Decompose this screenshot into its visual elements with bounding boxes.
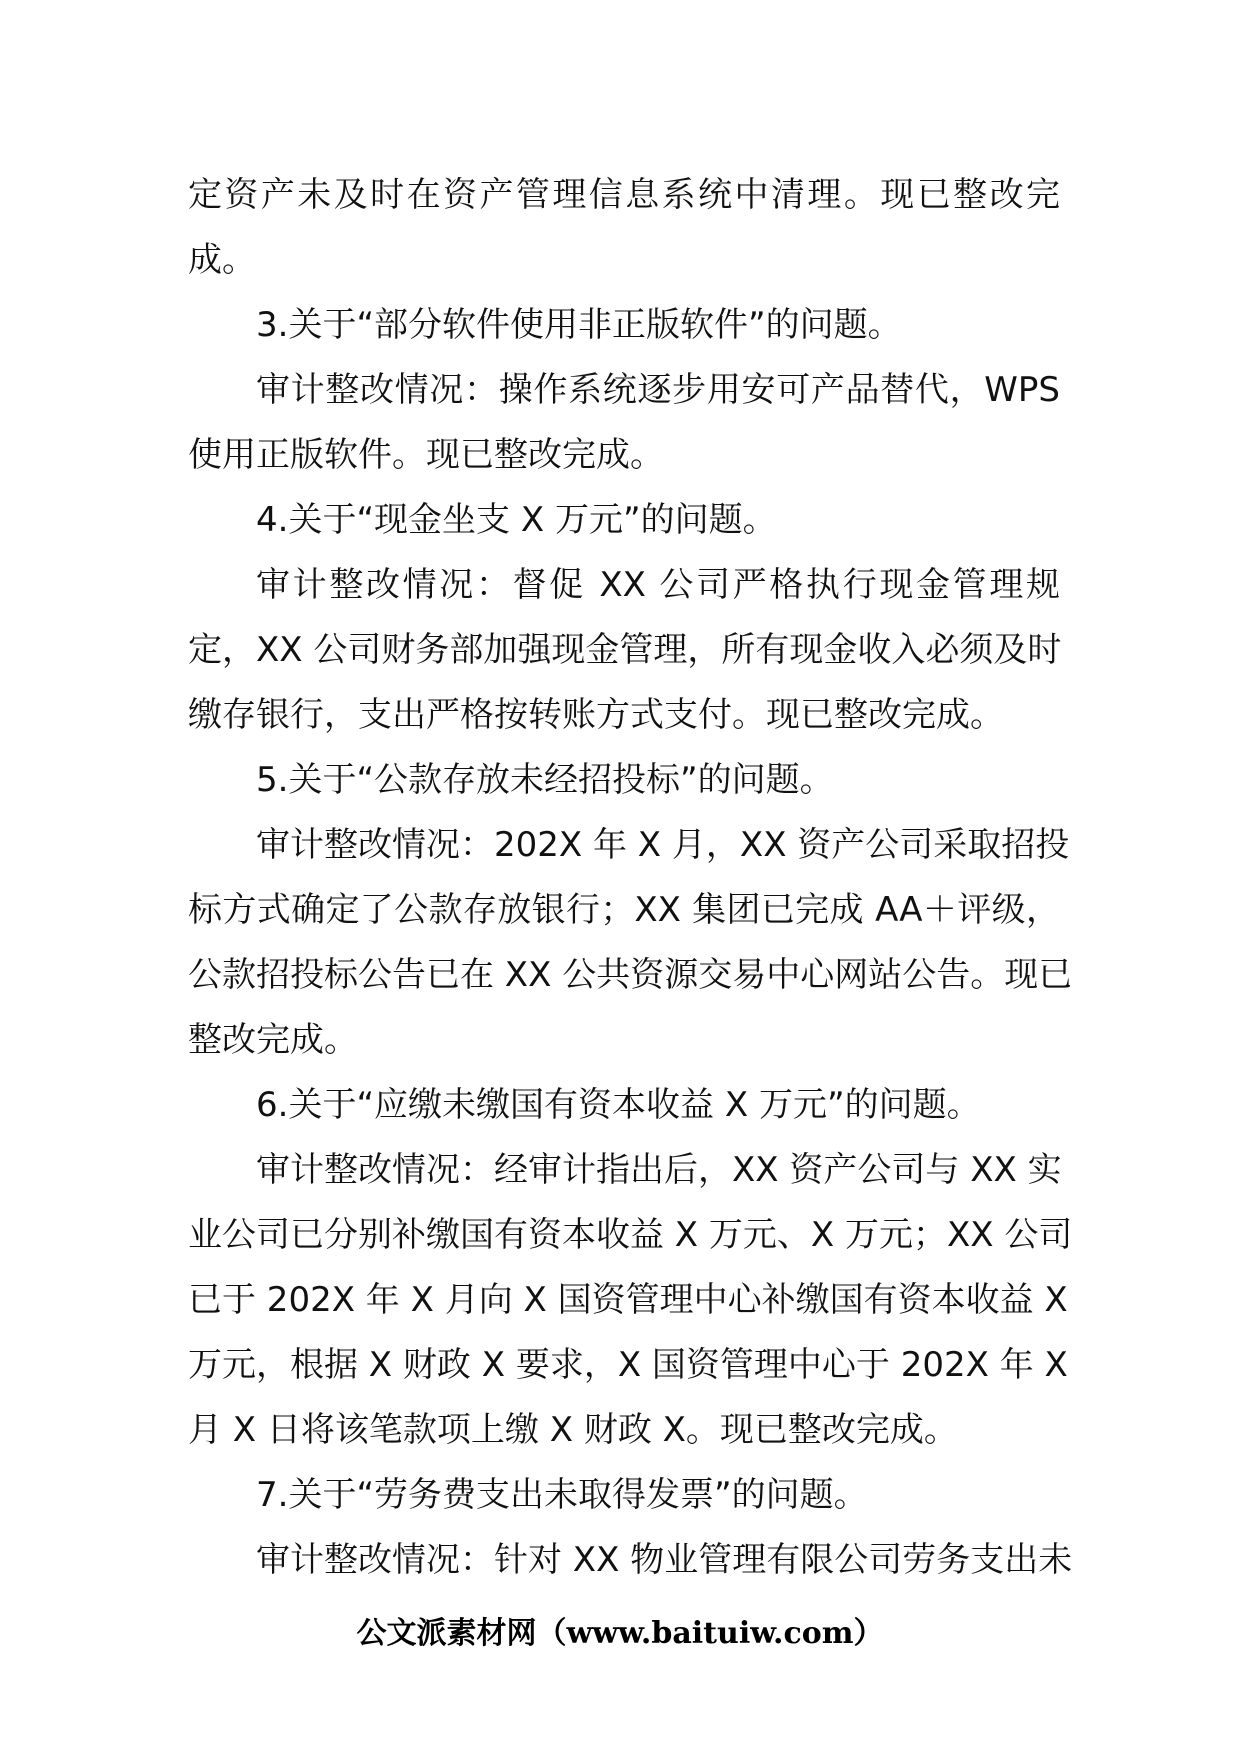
text-line: 公款招投标公告已在 XX 公共资源交易中心网站公告。现已 — [188, 955, 1073, 995]
text-line: 7.关于“劳务费支出未取得发票”的问题。 — [256, 1475, 868, 1515]
text-line: 审计整改情况：操作系统逐步用安可产品替代，WPS — [256, 370, 1060, 410]
text-line: 标方式确定了公款存放银行；XX 集团已完成 AA＋评级， — [188, 890, 1060, 930]
footer-watermark: 公文派素材网（www.baituiw.com） — [356, 1616, 884, 1651]
text-line: 使用正版软件。现已整改完成。 — [188, 435, 664, 475]
text-line: 审计整改情况：经审计指出后，XX 资产公司与 XX 实 — [256, 1150, 1062, 1190]
document-body — [188, 163, 1073, 1593]
text-line: 4.关于“现金坐支 X 万元”的问题。 — [256, 500, 777, 540]
text-line: 审计整改情况：针对 XX 物业管理有限公司劳务支出未 — [256, 1540, 1073, 1580]
text-line: 成。 — [188, 240, 256, 280]
text-line: 业公司已分别补缴国有资本收益 X 万元、X 万元；XX 公司 — [188, 1215, 1073, 1255]
text-line: 6.关于“应缴未缴国有资本收益 X 万元”的问题。 — [256, 1085, 981, 1125]
text-line: 整改完成。 — [188, 1020, 358, 1060]
text-line: 月 X 日将该笔款项上缴 X 财政 X。现已整改完成。 — [188, 1410, 958, 1450]
text-line: 定，XX 公司财务部加强现金管理，所有现金收入必须及时 — [188, 630, 1062, 670]
text-line: 5.关于“公款存放未经招投标”的问题。 — [256, 760, 834, 800]
text-line: 已于 202X 年 X 月向 X 国资管理中心补缴国有资本收益 X — [188, 1280, 1068, 1320]
text-line: 万元，根据 X 财政 X 要求，X 国资管理中心于 202X 年 X — [188, 1345, 1068, 1385]
text-line: 定资产未及时在资产管理信息系统中清理。现已整改完 — [188, 175, 1060, 215]
text-line: 缴存银行，支出严格按转账方式支付。现已整改完成。 — [188, 695, 1004, 735]
text-line: 审计整改情况：202X 年 X 月，XX 资产公司采取招投 — [256, 825, 1070, 865]
text-line: 审计整改情况：督促 XX 公司严格执行现金管理规 — [256, 565, 1060, 605]
text-line: 3.关于“部分软件使用非正版软件”的问题。 — [256, 305, 902, 345]
